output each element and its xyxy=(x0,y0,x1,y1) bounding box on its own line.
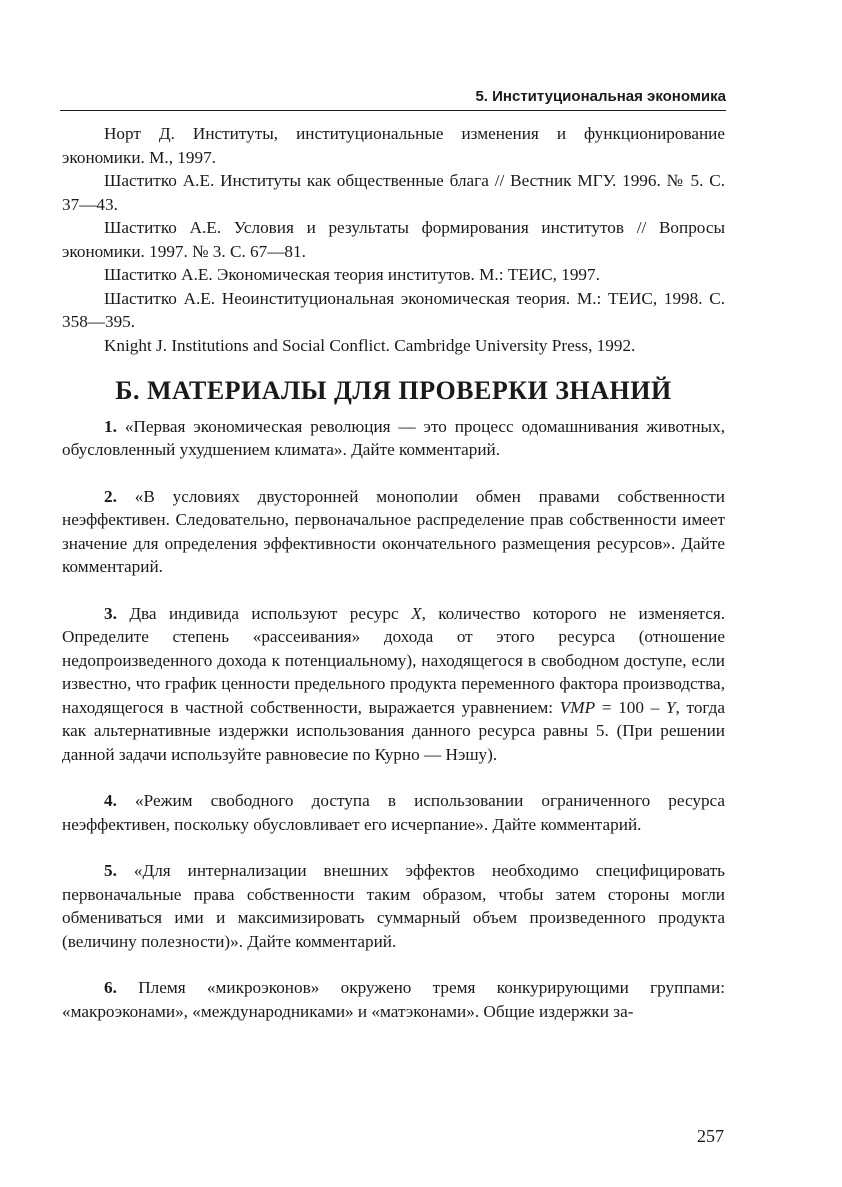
question-text: Два индивида используют ресурс xyxy=(129,603,399,623)
section-title: Б. МАТЕРИАЛЫ ДЛЯ ПРОВЕРКИ ЗНАНИЙ xyxy=(115,376,672,405)
question-text: «В условиях двусторонней монополии обмен правами собственности неэффективен. Следовательно, первоначальное распределение прав собственности имеет значение для определения эффективности окончательного размещения ресурсов». Дайте комментарий. xyxy=(62,486,725,576)
question-number: 3. xyxy=(104,603,117,623)
question-number: 5. xyxy=(104,861,117,880)
reference-item: Шаститко А.Е. Экономическая теория институтов. М.: ТЕИС, 1997. xyxy=(104,265,600,284)
question-2 xyxy=(62,485,725,579)
question-text: «Первая экономическая революция — это процесс одомашнивания животных, обусловленный ухудшением климата». Дайте комментарий. xyxy=(62,416,725,459)
running-header: 5. Институциональная экономика xyxy=(475,88,726,105)
question-number: 1. xyxy=(104,416,117,436)
question-text: «Режим свободного доступа в использовании ограниченного ресурса неэффективен, поскольку обусловливает его исчерпание». Дайте комментарий. xyxy=(62,791,726,834)
question-text: Племя «микроэконов» окружено тремя конкурирующими группами: «макроэконами», «международниками» и «матэконами». Общие издержки за- xyxy=(62,978,725,1021)
question-3 xyxy=(62,602,725,767)
reference-item: Шаститко А.Е. Неоинституциональная экономическая теория. М.: ТЕИС, 1998. С. 358—395. xyxy=(62,288,725,331)
question-5 xyxy=(62,859,725,953)
header-rule xyxy=(60,110,726,111)
reference-item: Шаститко А.Е. Институты как общественные блага // Вестник МГУ. 1996. № 5. С. 37—43. xyxy=(62,171,725,214)
question-text: «Для интернализации внешних эффектов необходимо специфицировать первоначальные права собственности таким образом, чтобы затем стороны могли обмениваться ими и максимизировать суммарный объем произведенного продукта (величину полезности)». Дайте комментарий. xyxy=(62,861,725,951)
question-1 xyxy=(62,415,725,462)
page-number: 257 xyxy=(697,1126,724,1146)
variable-x: X xyxy=(411,603,422,623)
question-text: , тогда как альтернативные издержки использования данного ресурса равны 5. (При решении данной задачи используйте равновесие по Курно — Нэшу). xyxy=(62,697,725,764)
question-text: , количество которого не изменяется. Определите степень «рассеивания» дохода от этого ресурса (отношение недопроизведенного дохода к потенциальному), находящегося в свободном доступе, если известно, что график ценности предельного продукта переменного фактора производства, находящегося в частной собственности, выражается уравнением: xyxy=(62,603,726,717)
question-number: 2. xyxy=(104,486,117,506)
reference-item: Норт Д. Институты, институциональные изменения и функционирование экономики. М., 1997. xyxy=(62,124,725,167)
question-number: 6. xyxy=(104,978,117,997)
question-number: 4. xyxy=(104,791,117,810)
reference-item: Шаститко А.Е. Условия и результаты формирования институтов // Вопросы экономики. 1997. № 3. С. 67—81. xyxy=(62,218,725,261)
question-6 xyxy=(62,976,725,1023)
reference-list xyxy=(62,122,725,357)
question-4 xyxy=(62,789,725,836)
reference-item: Knight J. Institutions and Social Conflict. Cambridge University Press, 1992. xyxy=(104,335,636,355)
variable-y: Y xyxy=(665,697,676,717)
page-body xyxy=(62,122,725,1023)
question-list xyxy=(62,415,725,1024)
variable-vmp: VMP xyxy=(559,697,596,717)
equation-text: = 100 – xyxy=(601,697,660,717)
